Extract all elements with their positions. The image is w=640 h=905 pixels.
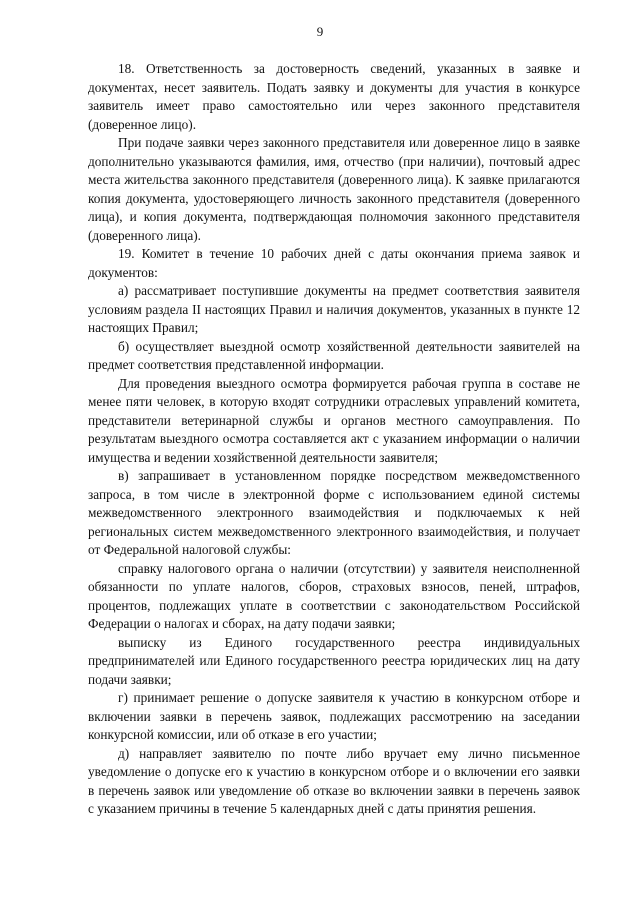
page-number: 9 [316, 24, 324, 39]
paragraph-tax-certificate: справку налогового органа о наличии (отсутствии) у заявителя неисполненной обязанности по уплате налогов, сборов, страховых взносов, пеней, штрафов, процентов, подлежащих уплате в соответствии с законодательством Российской Федерации о налогах и сборах, на дату подачи заявки; [88, 560, 580, 631]
document-body [88, 60, 580, 819]
paragraph-representative: При подаче заявки через законного представителя или доверенное лицо в заявке дополнительно указываются фамилия, имя, отчество (при наличии), почтовый адрес места жительства законного представителя (доверенного лица). К заявке прилагаются копия документа, удостоверяющего личность законного представителя (доверенного лица), и копия документа, подтверждающая полномочия законного представителя (доверенного лица). [88, 135, 580, 243]
paragraph-19-g: г) принимает решение о допуске заявителя к участию в конкурсном отборе и включении заявки в перечень заявок, подлежащих рассмотрению на заседании конкурсной комиссии, или об отказе в его участии; [88, 690, 580, 742]
paragraph-19-v: в) запрашивает в установленном порядке посредством межведомственного запроса, в том числе в электронной форме с использованием единой системы межведомственного электронного взаимодействия и подключаемых к ней региональных систем межведомственного электронного взаимодействия, и получает от Федеральной налоговой службы: [88, 468, 580, 557]
paragraph-19-d: д) направляет заявителю по почте либо вручает ему лично письменное уведомление о допуске его к участию в конкурсном отборе и о включении его заявки в перечень заявок или уведомление об отказе во включении заявки в перечень заявок с указанием причины в течение 5 календарных дней с даты принятия решения. [88, 745, 580, 816]
paragraph-18: 18. Ответственность за достоверность сведений, указанных в заявке и документах, несет заявитель. Подать заявку и документы для участия в конкурсе заявитель имеет право самостоятельно или через законного представителя (доверенное лицо). [88, 61, 580, 132]
paragraph-inspection-group: Для проведения выездного осмотра формируется рабочая группа в составе не менее пяти человек, в которую входят сотрудники отраслевых управлений комитета, представители ветеринарной службы и органов местного самоуправления. По результатам выездного осмотра составляется акт с указанием информации о наличии имущества и ведении хозяйственной деятельности заявителя; [88, 375, 580, 465]
paragraph-19-b: б) осуществляет выездной осмотр хозяйственной деятельности заявителей на предмет соответствия представленной информации. [88, 338, 580, 372]
paragraph-19-a: а) рассматривает поступившие документы на предмет соответствия заявителя условиям раздела II настоящих Правил и наличия документов, указанных в пункте 12 настоящих Правил; [88, 283, 580, 335]
paragraph-registry-extract: выписку из Единого государственного реестра индивидуальных предпринимателей или Единого государственного реестра юридических лиц на дату подачи заявки; [88, 634, 580, 687]
paragraph-19: 19. Комитет в течение 10 рабочих дней с даты окончания приема заявок и документов: [88, 246, 580, 280]
